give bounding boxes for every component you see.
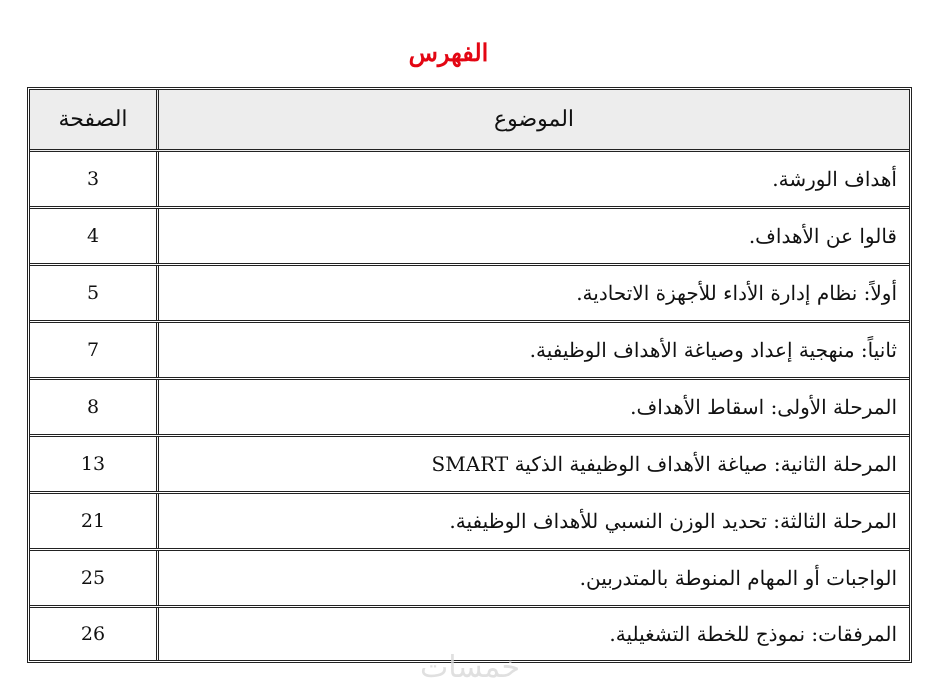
page-number-cell: 26 bbox=[80, 623, 106, 645]
toc-table bbox=[27, 87, 912, 663]
table-row bbox=[30, 551, 909, 608]
topic-cell: قالوا عن الأهداف. bbox=[156, 209, 909, 263]
page-number-cell: 3 bbox=[86, 168, 100, 190]
topic-column-header: الموضوع bbox=[156, 90, 909, 149]
table-row bbox=[30, 380, 909, 437]
page-column-header: الصفحة bbox=[58, 107, 128, 132]
topic-cell: المرحلة الثالثة: تحديد الوزن النسبي للأهداف الوظيفية. bbox=[156, 494, 909, 548]
page-number-cell: 8 bbox=[86, 396, 100, 418]
table-row bbox=[30, 266, 909, 323]
table-row bbox=[30, 209, 909, 266]
topic-cell: أهداف الورشة. bbox=[156, 152, 909, 206]
table-header-row bbox=[30, 90, 909, 152]
topic-cell: ثانياً: منهجية إعداد وصياغة الأهداف الوظيفية. bbox=[156, 323, 909, 377]
page-number-cell: 7 bbox=[86, 339, 100, 361]
table-row bbox=[30, 152, 909, 209]
table-row bbox=[30, 494, 909, 551]
page-number-cell: 21 bbox=[80, 510, 106, 532]
watermark: خمسات bbox=[419, 650, 521, 685]
topic-cell: أولاً: نظام إدارة الأداء للأجهزة الاتحادية. bbox=[156, 266, 909, 320]
table-row bbox=[30, 437, 909, 494]
page-number-cell: 13 bbox=[80, 453, 106, 475]
table-row bbox=[30, 323, 909, 380]
topic-cell: المرحلة الأولى: اسقاط الأهداف. bbox=[156, 380, 909, 434]
page-number-cell: 25 bbox=[80, 567, 106, 589]
toc-title: الفهرس bbox=[408, 38, 489, 67]
page-number-cell: 4 bbox=[86, 225, 100, 247]
page-number-cell: 5 bbox=[86, 282, 100, 304]
topic-cell: المرفقات: نموذج للخطة التشغيلية. bbox=[156, 608, 909, 660]
topic-cell: الواجبات أو المهام المنوطة بالمتدربين. bbox=[156, 551, 909, 605]
topic-cell: المرحلة الثانية: صياغة الأهداف الوظيفية الذكية SMART bbox=[156, 437, 909, 491]
